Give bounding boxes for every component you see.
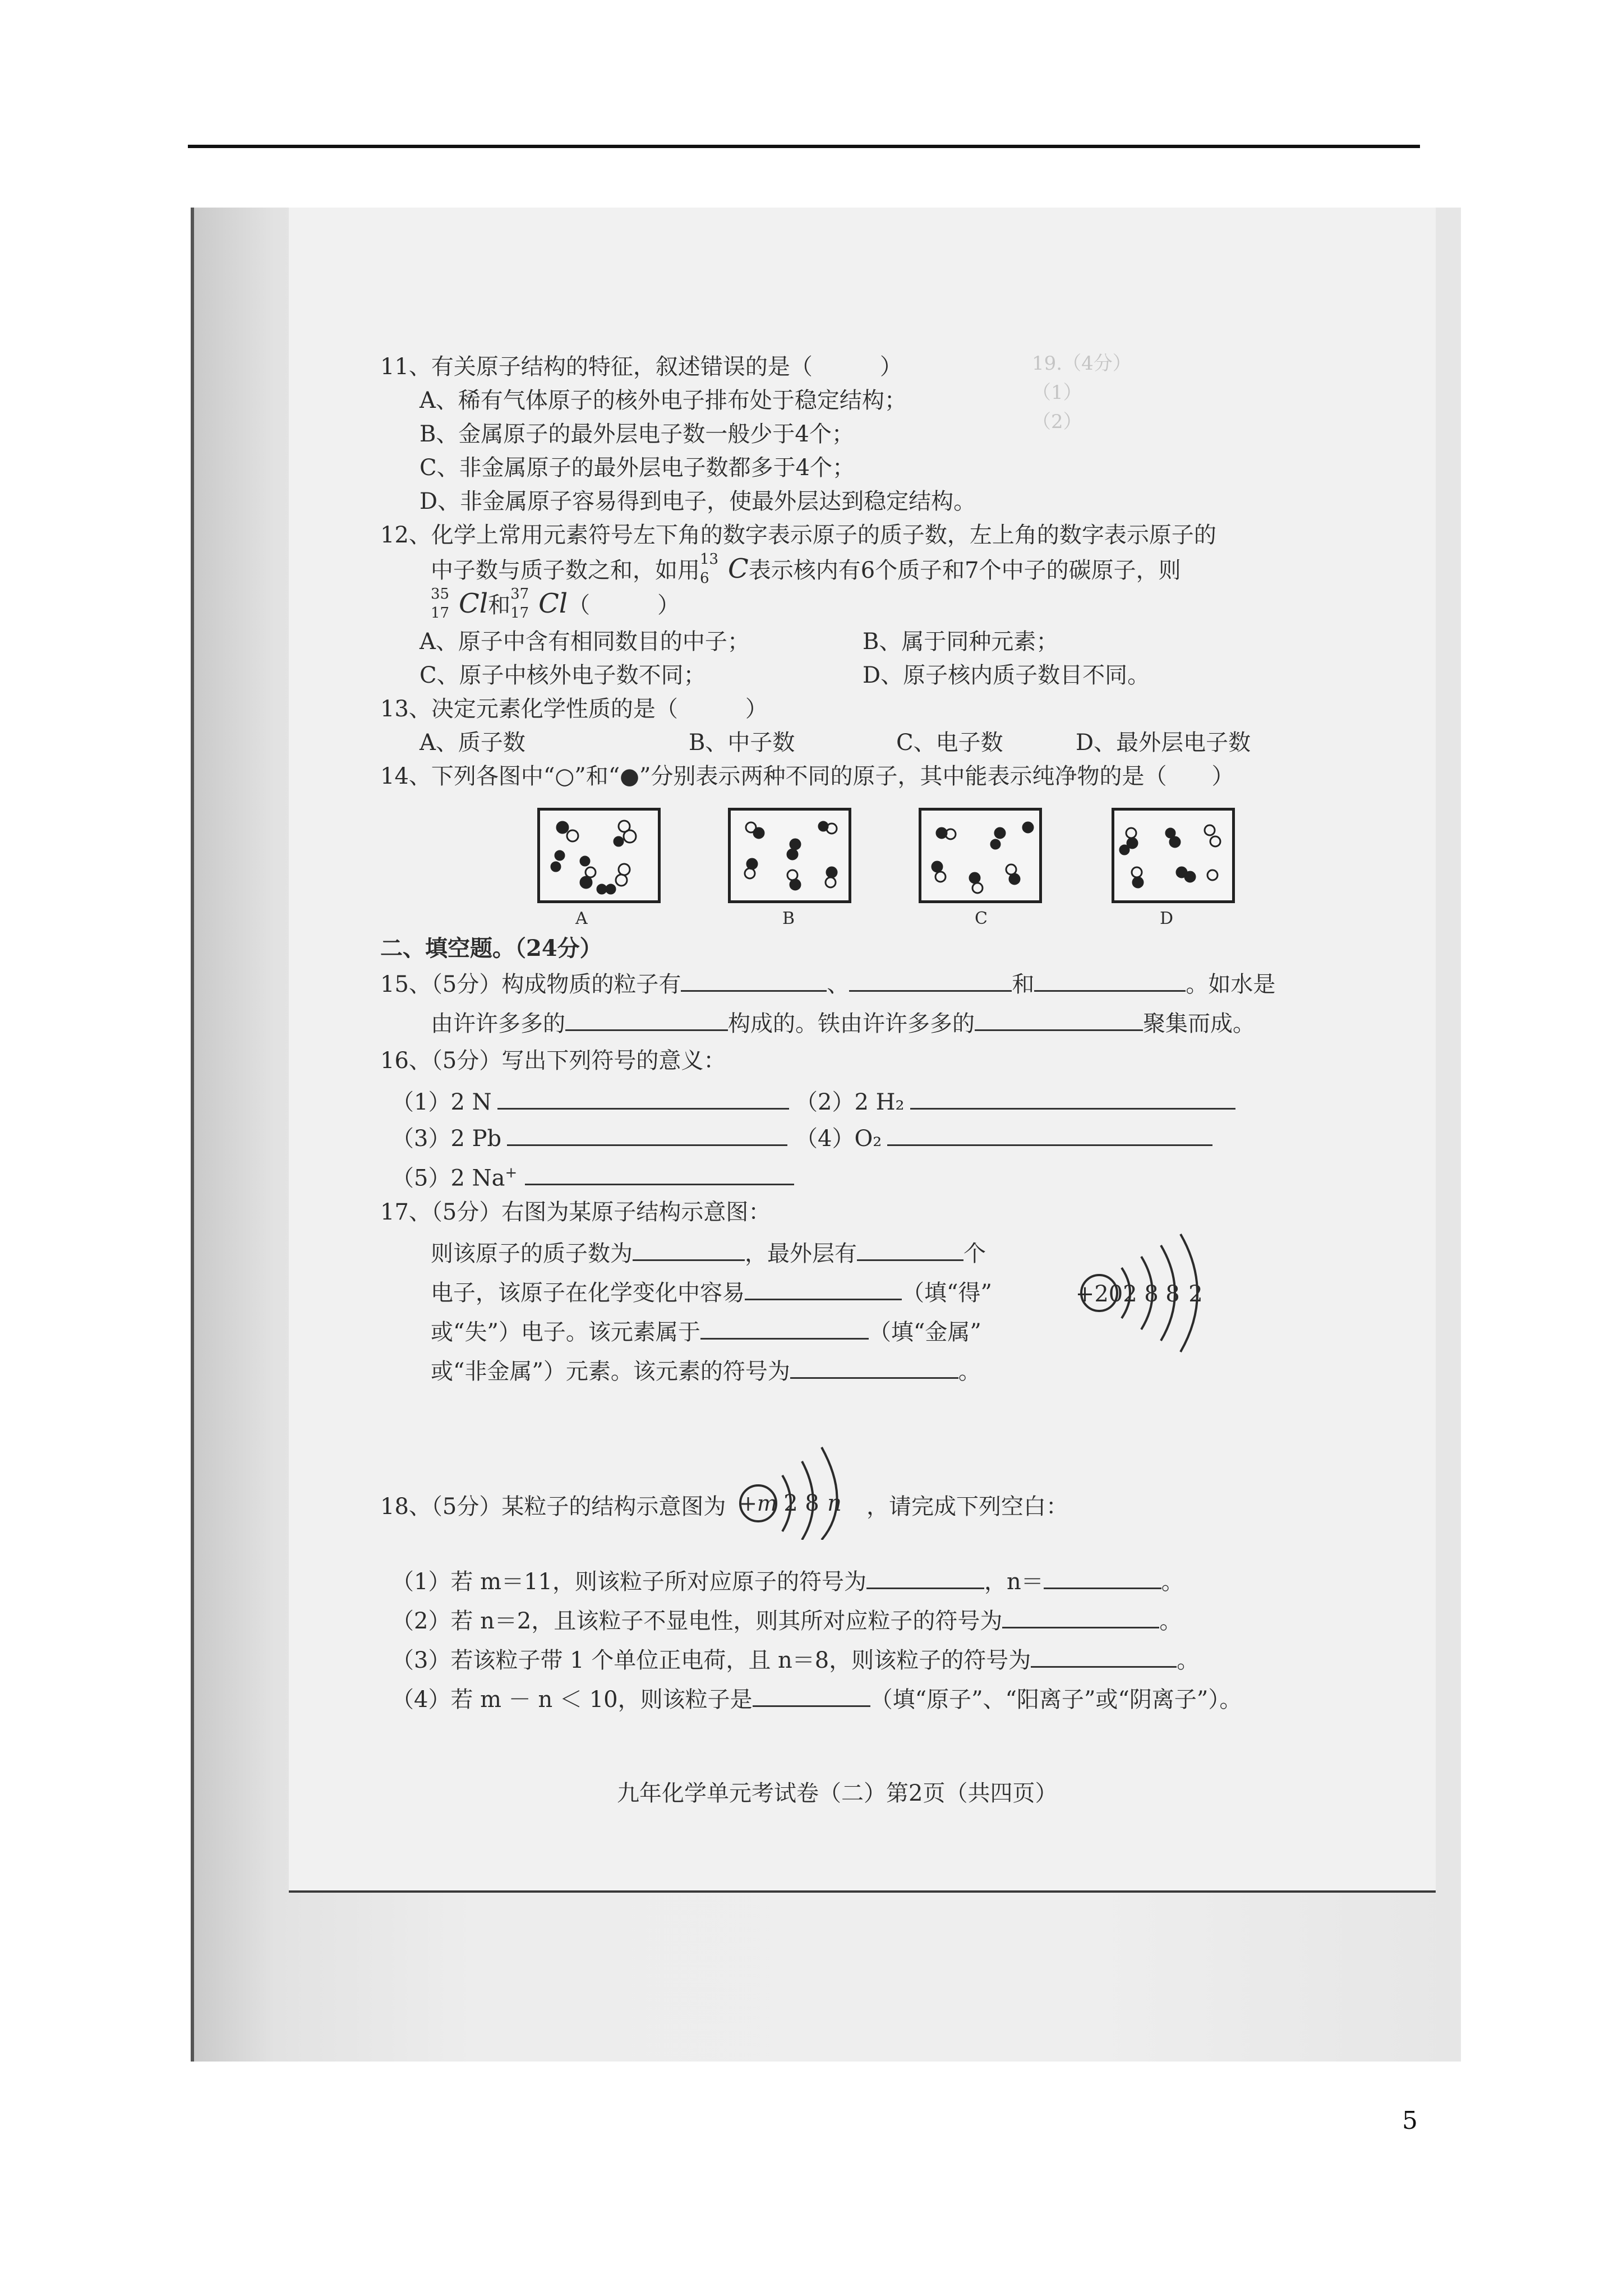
q11-option-d: D、非金属原子容易得到电子，使最外层达到稳定结构。 [419,489,976,514]
q17-blank-3[interactable] [745,1276,902,1300]
box-label-b: B [782,909,795,928]
q16-blank-3[interactable] [507,1122,787,1146]
q18-blank-4[interactable] [1031,1644,1177,1668]
q16-blank-1[interactable] [497,1085,789,1110]
q13-option-b: B、中子数 [689,730,795,756]
q18-item-2: （2）若 n＝2，且该粒子不显电性，则其所对应粒子的符号为 。 [391,1604,1182,1636]
q16-item-1: （1）2 N [391,1085,789,1117]
q16-stem: 16、（5分）写出下列符号的意义： [380,1048,726,1074]
q12-stem-2b: 表示核内有6个质子和7个中子的碳原子，则 [748,558,1181,583]
q17-line-4: 或“非金属”）元素。该元素的符号为 。 [431,1355,981,1386]
shell-2: 8 [805,1490,819,1516]
q11-option-b: B、金属原子的最外层电子数一般少于4个； [419,421,854,447]
q18-stem-b: ，请完成下列空白： [866,1494,1068,1520]
isotope-c13: 13 6 [700,551,719,587]
q12-and: 和 [488,592,511,618]
q11-option-a: A、稀有气体原子的核外电子排布处于稳定结构； [419,388,907,413]
shell-3: 8 [1165,1281,1180,1307]
element-symbol-c: C [728,553,749,585]
q18-blank-3[interactable] [1002,1604,1159,1628]
shell-2: 8 [1144,1281,1159,1307]
q12-stem-3 [431,586,680,622]
q17-blank-5[interactable] [790,1355,958,1379]
box-label-a: A [575,909,588,928]
q12-answer-paren: （ ） [568,592,680,618]
isotope-cl35: 35 17 [431,586,450,622]
q15-blank-2[interactable] [849,968,1012,992]
element-symbol-cl37: Cl [538,588,568,619]
q14-stem: 14、下列各图中“○”和“●”分别表示两种不同的原子，其中能表示纯净物的是（ ） [380,763,1234,789]
q11-option-c: C、非金属原子的最外层电子数都多于4个； [419,455,855,481]
q18-item-3: （3）若该粒子带 1 个单位正电荷，且 n＝8，则该粒子的符号为 。 [391,1644,1199,1675]
q16-item-3: （3）2 Pb [391,1122,787,1153]
particle-box-a [537,808,661,903]
q13-option-d: D、最外层电子数 [1076,730,1251,756]
q17-blank-2[interactable] [857,1237,963,1261]
q11-stem: 11、有关原子结构的特征，叙述错误的是（ ） [380,354,902,380]
shell-1: 2 [1123,1281,1137,1307]
q12-option-b: B、属于同种元素； [863,629,1059,655]
q16-item-2: （2）2 H₂ [795,1085,1235,1117]
q17-line-3: 或“失”）电子。该元素属于 （填“金属” [431,1315,981,1347]
q15-blank-4[interactable] [565,1007,728,1031]
q18-blank-5[interactable] [753,1683,870,1707]
particle-structure-diagram [735,1422,864,1540]
q17-line-1: 则该原子的质子数为 ，最外层有 个 [431,1237,986,1268]
exam-footer: 九年化学单元考试卷（二）第2页（共四页） [617,1780,1058,1806]
q18-item-4: （4）若 m － n ＜ 10，则该粒子是 （填“原子”、“阳离子”或“阴离子”）。 [391,1683,1242,1714]
section-title: 二、填空题。（24分） [380,935,602,961]
nucleus-label: +20 [1077,1281,1123,1307]
q12-stem-1: 12、化学上常用元素符号左下角的数字表示原子的质子数，左上角的数字表示原子的 [380,522,1216,548]
q17-blank-4[interactable] [700,1315,869,1340]
q12-stem-2 [431,551,1181,587]
element-symbol-cl35: Cl [459,588,488,619]
q18-blank-1[interactable] [866,1565,984,1589]
scan-edge [191,208,194,2062]
particle-box-c [919,808,1042,903]
box-label-c: C [975,909,988,928]
page-number: 5 [1402,2106,1418,2135]
q15-line-2: 由许许多多的 构成的。铁由许许多多的 聚集而成。 [431,1007,1255,1038]
q17-blank-1[interactable] [633,1237,745,1261]
q15-line-1: 15、（5分）构成物质的粒子有 、 和 。如水是 [380,968,1275,999]
q16-item-4: （4）O₂ [795,1122,1212,1153]
box-label-d: D [1160,909,1174,928]
particle-box-d [1112,808,1235,903]
q16-blank-2[interactable] [910,1085,1235,1110]
q18-blank-2[interactable] [1044,1565,1161,1589]
q17-line-2: 电子，该原子在化学变化中容易 （填“得” [431,1276,992,1308]
q18-item-1: （1）若 m＝11，则该粒子所对应原子的符号为 ，n＝ 。 [391,1565,1184,1596]
q16-blank-4[interactable] [887,1122,1212,1146]
q15-blank-1[interactable] [681,968,827,992]
q17-stem: 17、（5分）右图为某原子结构示意图： [380,1199,771,1225]
q12-option-d: D、原子核内质子数目不同。 [863,662,1150,688]
isotope-cl37: 37 17 [510,586,529,622]
atom-structure-diagram [1077,1228,1223,1358]
shell-4: 2 [1188,1281,1203,1307]
q13-stem: 13、决定元素化学性质的是（ ） [380,696,768,722]
q15-blank-5[interactable] [975,1007,1143,1031]
top-rule [188,145,1420,148]
q12-option-c: C、原子中核外电子数不同； [419,662,706,688]
q15-blank-3[interactable] [1034,968,1186,992]
q13-option-a: A、质子数 [419,730,525,756]
shell-3: n [827,1490,842,1516]
q16-item-5: （5）2 Na+ [391,1158,794,1193]
q12-stem-2a: 中子数与质子数之和，如用 [431,558,700,583]
q13-option-c: C、电子数 [896,730,1003,756]
nucleus-label: +m [739,1491,777,1516]
q16-blank-5[interactable] [525,1161,794,1185]
q12-option-a: A、原子中含有相同数目的中子； [419,629,750,655]
shell-1: 2 [783,1490,798,1516]
q18-stem-a: 18、（5分）某粒子的结构示意图为 [380,1494,726,1520]
particle-box-b [728,808,851,903]
